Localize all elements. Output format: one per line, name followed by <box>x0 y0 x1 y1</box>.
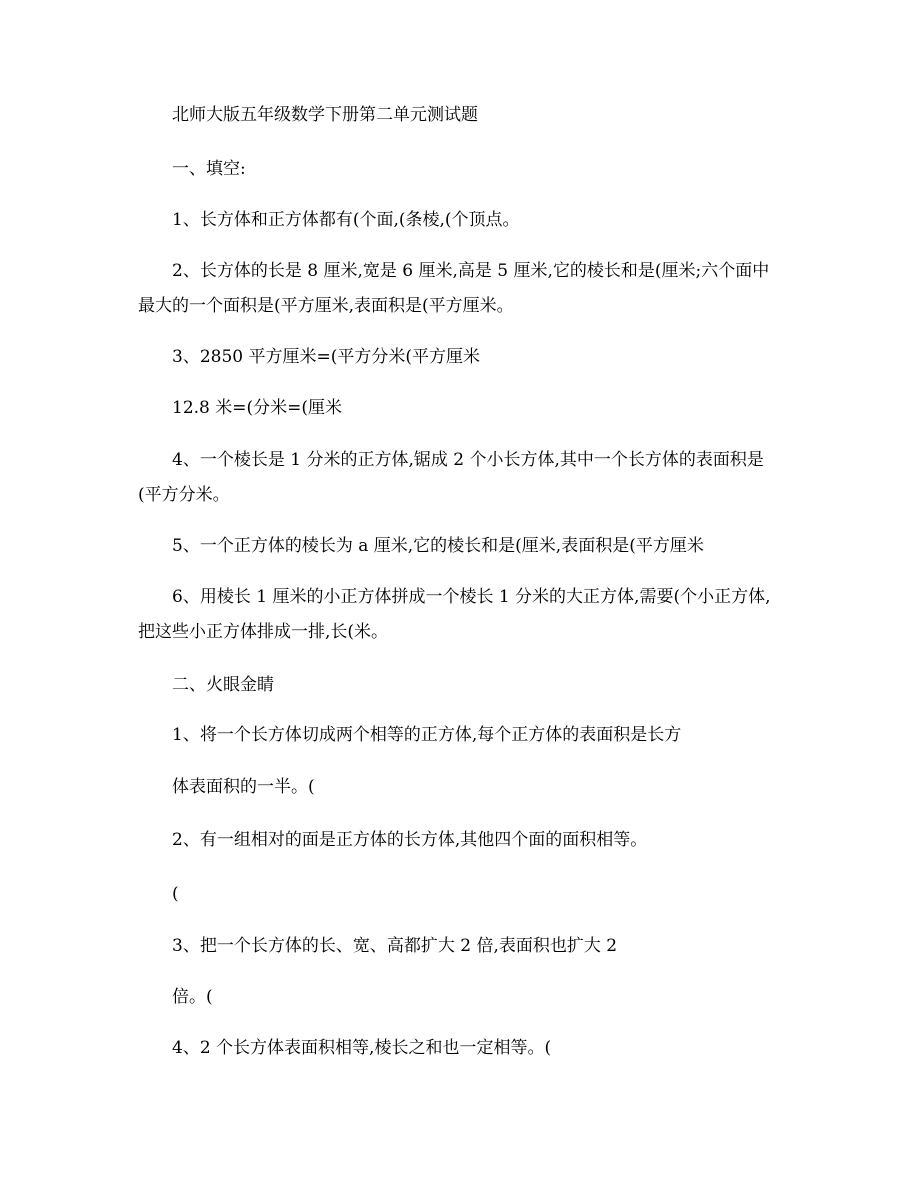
question-2-1-line2: 体表面积的一半。( <box>172 777 315 797</box>
question-2-4: 4、2 个长方体表面积相等,棱长之和也一定相等。( <box>172 1038 552 1058</box>
question-1-4-line2: (平方分米。 <box>138 485 230 505</box>
question-2-3-line2: 倍。( <box>172 987 213 1007</box>
question-1-3-line2: 12.8 米=(分米=(厘米 <box>172 398 343 418</box>
question-2-2-line2: ( <box>172 884 179 904</box>
question-2-1-line1: 1、将一个长方体切成两个相等的正方体,每个正方体的表面积是长方 <box>172 725 682 745</box>
document-title: 北师大版五年级数学下册第二单元测试题 <box>172 105 478 125</box>
question-1-6-line2: 把这些小正方体排成一排,长(米。 <box>138 622 389 642</box>
question-1-2-line2: 最大的一个面积是(平方厘米,表面积是(平方厘米。 <box>138 296 514 316</box>
section-heading-fill-blank: 一、填空: <box>172 159 246 179</box>
question-1-4-line1: 4、一个棱长是 1 分米的正方体,锯成 2 个小长方体,其中一个长方体的表面积是 <box>172 450 764 470</box>
question-1-1: 1、长方体和正方体都有(个面,(条棱,(个顶点。 <box>172 210 520 230</box>
question-1-6-line1: 6、用棱长 1 厘米的小正方体拼成一个棱长 1 分米的大正方体,需要(个小正方体, <box>172 587 771 607</box>
section-heading-true-false: 二、火眼金睛 <box>172 675 274 695</box>
question-2-2-line1: 2、有一组相对的面是正方体的长方体,其他四个面的面积相等。 <box>172 830 648 850</box>
question-1-5: 5、一个正方体的棱长为 a 厘米,它的棱长和是(厘米,表面积是(平方厘米 <box>172 536 704 556</box>
question-2-3-line1: 3、把一个长方体的长、宽、高都扩大 2 倍,表面积也扩大 2 <box>172 936 618 956</box>
question-1-2-line1: 2、长方体的长是 8 厘米,宽是 6 厘米,高是 5 厘米,它的棱长和是(厘米;六个面中 <box>172 261 770 281</box>
question-1-3-line1: 3、2850 平方厘米=(平方分米(平方厘米 <box>172 347 480 367</box>
